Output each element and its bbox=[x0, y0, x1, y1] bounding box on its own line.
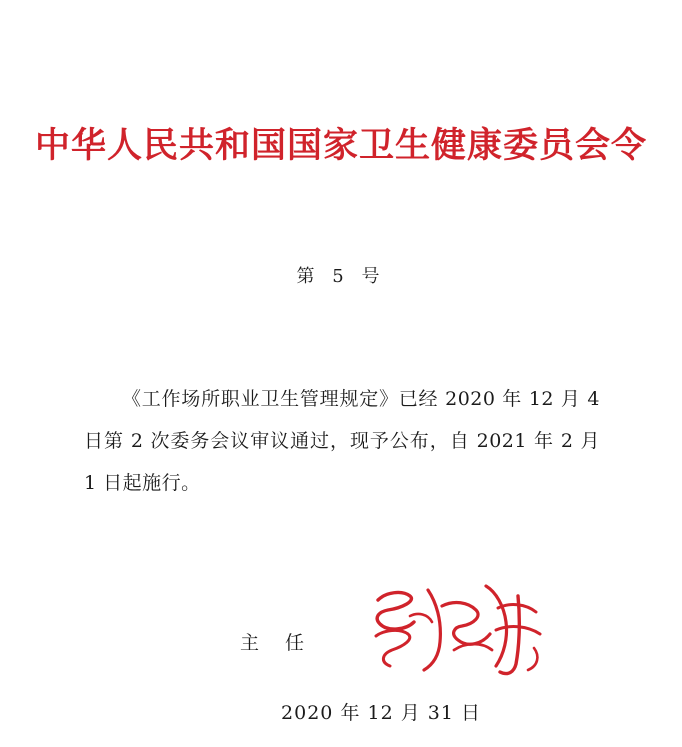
handwritten-signature-icon bbox=[358, 572, 558, 682]
signature-label: 主 任 bbox=[240, 632, 315, 654]
page-title: 中华人民共和国国家卫生健康委员会令 bbox=[34, 125, 647, 166]
signature-row bbox=[0, 612, 682, 702]
document-body-text: 《工作场所职业卫生管理规定》已经 2020 年 12 月 4 日第 2 次委务会议审议通过，现予公布，自 2021 年 2 月 1 日起施行。 bbox=[84, 388, 600, 494]
signature-date: 2020 年 12 月 31 日 bbox=[281, 702, 481, 724]
document-order-number: 第 5 号 bbox=[296, 266, 386, 287]
